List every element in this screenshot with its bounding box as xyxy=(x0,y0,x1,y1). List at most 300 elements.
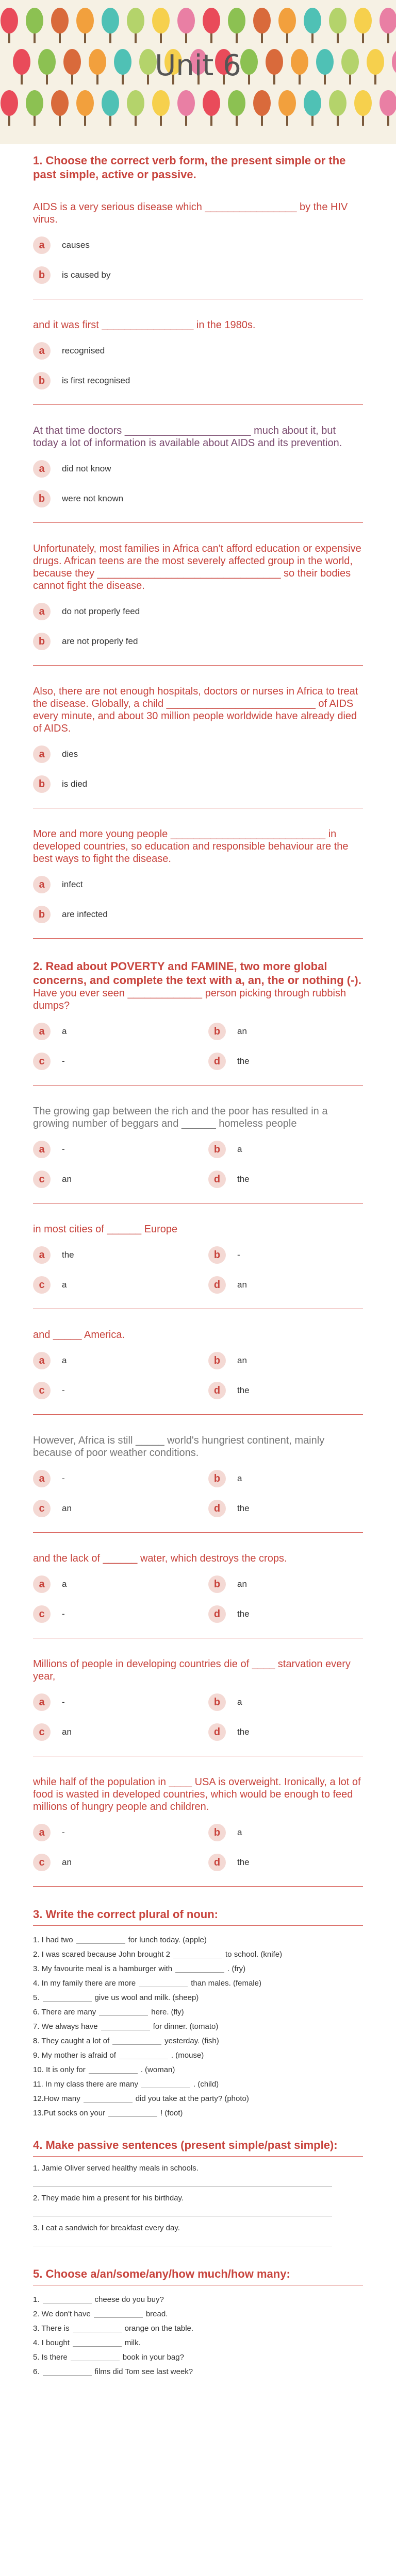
option-text: an xyxy=(62,1727,72,1737)
row-text-after: give us wool and milk. (sheep) xyxy=(94,1993,199,2002)
option-text: the xyxy=(237,1503,250,1513)
tree-crown xyxy=(127,90,144,116)
row-text-before: 4. I bought xyxy=(33,2338,70,2347)
option-letter: a xyxy=(33,1575,51,1593)
answer-blank[interactable] xyxy=(84,2095,133,2103)
row-text-before: 4. In my family there are more xyxy=(33,1979,136,1988)
question-prompt: Have you ever seen _____________ person picking through rubbish dumps? xyxy=(33,988,346,1011)
option-letter: a xyxy=(33,1246,51,1264)
option-letter: c xyxy=(33,1382,51,1399)
option-text: an xyxy=(62,1857,72,1867)
option-letter: c xyxy=(33,1500,51,1517)
question-prompt: in most cities of ______ Europe xyxy=(33,1224,178,1235)
option-letter: d xyxy=(208,1854,226,1871)
row-text-before: 3. There is xyxy=(33,2324,70,2333)
answer-blank[interactable] xyxy=(43,2296,92,2303)
option-text: infect xyxy=(62,879,83,889)
section-2-instruction: 2. Read about POVERTY and FAMINE, two more global concerns, and complete the text with a, an, the or nothing (-). xyxy=(33,960,361,987)
option-letter: a xyxy=(33,1693,51,1711)
row-text-after: here. (fly) xyxy=(151,2008,184,2016)
tree-crown xyxy=(1,8,18,33)
option-text: - xyxy=(62,1827,65,1837)
option-text: are not properly fed xyxy=(62,636,138,646)
answer-option[interactable] xyxy=(33,1349,188,1372)
row-text-before: 2. We don't have xyxy=(33,2310,91,2318)
row-text-after: films did Tom see last week? xyxy=(94,2367,193,2376)
question-block xyxy=(33,1105,363,1204)
section-5-instruction: 5. Choose a/an/some/any/how much/how many: xyxy=(33,2267,290,2280)
question-block xyxy=(33,425,363,523)
tree-crown xyxy=(102,8,119,33)
passive-list xyxy=(33,2156,363,2246)
question-prompt: while half of the population in ____ USA is overweight. Ironically, a lot of food is wasted in developed countries, which would be enough to feed millions of hungry people and children. xyxy=(33,1776,361,1812)
exercise-row xyxy=(33,2295,363,2304)
option-letter: b xyxy=(208,1470,226,1487)
option-text: the xyxy=(237,1056,250,1066)
tree-crown xyxy=(354,8,372,33)
row-text-after: for lunch today. (apple) xyxy=(128,1936,207,1944)
answer-option[interactable] xyxy=(33,773,363,795)
header-banner xyxy=(0,0,396,144)
tree-crown xyxy=(278,8,296,33)
option-letter: b xyxy=(208,1141,226,1158)
answer-blank[interactable] xyxy=(99,2008,148,2016)
row-text-before: 1. I had two xyxy=(33,1936,73,1944)
tree-crown xyxy=(354,90,372,116)
section-4-instruction: 4. Make passive sentences (present simple/past simple): xyxy=(33,2139,338,2151)
tree-crown xyxy=(76,90,94,116)
question-block xyxy=(33,1223,363,1309)
option-letter: d xyxy=(208,1276,226,1294)
section-2-questions xyxy=(33,987,363,1887)
option-text: is died xyxy=(62,779,88,789)
option-text: dies xyxy=(62,749,78,759)
answer-options xyxy=(33,743,363,795)
answer-option[interactable] xyxy=(33,600,363,623)
tree-crown xyxy=(51,90,69,116)
answer-option[interactable] xyxy=(33,743,363,766)
row-text-after: ! (foot) xyxy=(160,2109,183,2117)
question-prompt: Millions of people in developing countries die of ____ starvation every year, xyxy=(33,1658,351,1682)
row-text-after: did you take at the party? (photo) xyxy=(135,2094,249,2103)
option-letter: a xyxy=(33,1023,51,1040)
option-letter: c xyxy=(33,1053,51,1070)
answer-blank[interactable] xyxy=(94,2310,143,2318)
quantifier-list xyxy=(33,2285,363,2376)
row-text-before: 10. It is only for xyxy=(33,2065,86,2074)
answer-options xyxy=(33,1821,363,1881)
option-text: is caused by xyxy=(62,270,111,280)
exercise-row xyxy=(33,2353,363,2362)
question-block xyxy=(33,828,363,939)
question-block xyxy=(33,319,363,405)
answer-option[interactable] xyxy=(33,1274,188,1296)
option-letter: b xyxy=(208,1023,226,1040)
tree-crown xyxy=(203,8,220,33)
sentence-prompt: 2. They made him a present for his birthday. xyxy=(33,2194,184,2202)
option-text: an xyxy=(62,1174,72,1184)
answer-options xyxy=(33,1138,363,1198)
row-text-before: 12.How many xyxy=(33,2094,80,2103)
answer-options xyxy=(33,234,363,286)
option-text: a xyxy=(62,1355,67,1365)
exercise-row xyxy=(33,2094,363,2103)
option-letter: d xyxy=(208,1500,226,1517)
row-text-before: 7. We always have xyxy=(33,2022,98,2031)
option-text: did not know xyxy=(62,464,111,473)
answer-option[interactable] xyxy=(33,630,363,653)
answer-option[interactable] xyxy=(208,1274,363,1296)
question-prompt: However, Africa is still _____ world's hungriest continent, mainly because of poor weather conditions. xyxy=(33,1435,325,1459)
answer-option[interactable] xyxy=(208,1573,363,1596)
option-text: the xyxy=(237,1857,250,1867)
answer-option[interactable] xyxy=(33,1497,188,1520)
option-letter: b xyxy=(33,490,51,507)
exercise-row xyxy=(33,2310,363,2318)
tree-crown xyxy=(26,8,43,33)
answer-blank[interactable] xyxy=(141,2080,190,2088)
exercise-row xyxy=(33,1950,363,1959)
answer-option[interactable] xyxy=(208,1851,363,1874)
tree-crown xyxy=(152,90,170,116)
exercise-row xyxy=(33,2037,363,2045)
answer-option[interactable] xyxy=(208,1467,363,1490)
row-text-before: 6. xyxy=(33,2367,40,2376)
option-text: - xyxy=(237,1250,240,1260)
option-text: - xyxy=(62,1056,65,1066)
answer-options xyxy=(33,457,363,510)
question-block xyxy=(33,1552,363,1638)
worksheet-content xyxy=(0,154,396,2376)
exercise-row xyxy=(33,2065,363,2074)
answer-option[interactable] xyxy=(33,1573,188,1596)
answer-blank[interactable] xyxy=(119,2052,168,2059)
answer-option[interactable] xyxy=(208,1721,363,1743)
answer-options xyxy=(33,1573,363,1633)
answer-options xyxy=(33,600,363,653)
exercise-row xyxy=(33,2324,363,2333)
row-text-before: 13.Put socks on your xyxy=(33,2109,106,2117)
option-text: the xyxy=(237,1609,250,1619)
tree-crown xyxy=(380,90,396,116)
option-letter: b xyxy=(208,1575,226,1593)
exercise-row xyxy=(33,1936,363,1944)
exercise-row xyxy=(33,1993,363,2002)
question-prompt: AIDS is a very serious disease which ________________ by the HIV virus. xyxy=(33,201,348,225)
option-letter: c xyxy=(33,1723,51,1741)
row-text-after: cheese do you buy? xyxy=(94,2295,164,2304)
section-4 xyxy=(33,2138,363,2246)
answer-options xyxy=(33,1020,363,1080)
option-text: the xyxy=(237,1385,250,1395)
option-letter: a xyxy=(33,876,51,893)
option-text: a xyxy=(237,1144,242,1154)
answer-option[interactable] xyxy=(33,1467,188,1490)
tree-crown xyxy=(1,90,18,116)
row-text-before: 3. My favourite meal is a hamburger with xyxy=(33,1964,173,1973)
option-text: were not known xyxy=(62,494,124,503)
question-prompt: Also, there are not enough hospitals, doctors or nurses in Africa to treat the disease. Globally, a child __________________________ of AIDS every minute, and about 30 million people worldwide have already died of AIDS. xyxy=(33,686,358,734)
answer-blank[interactable] xyxy=(175,1965,224,1973)
answer-blank[interactable] xyxy=(71,2353,120,2361)
option-letter: c xyxy=(33,1854,51,1871)
row-text-after: . (mouse) xyxy=(171,2051,204,2060)
option-letter: d xyxy=(208,1053,226,1070)
option-letter: b xyxy=(33,633,51,650)
row-text-before: 1. xyxy=(33,2295,40,2304)
answer-option[interactable] xyxy=(33,873,363,896)
answer-option[interactable] xyxy=(208,1168,363,1191)
answer-option[interactable] xyxy=(208,1050,363,1073)
option-text: a xyxy=(237,1473,242,1483)
tree-crown xyxy=(203,90,220,116)
answer-option[interactable] xyxy=(33,487,363,510)
row-text-before: 5. Is there xyxy=(33,2353,68,2362)
answer-option[interactable] xyxy=(208,1821,363,1844)
option-letter: b xyxy=(33,906,51,923)
answer-blank[interactable] xyxy=(112,2037,161,2045)
answer-options xyxy=(33,1349,363,1409)
option-letter: b xyxy=(208,1693,226,1711)
question-block xyxy=(33,1658,363,1756)
answer-blank[interactable] xyxy=(73,2339,122,2347)
row-text-before: 2. I was scared because John brought 2 xyxy=(33,1950,171,1959)
option-text: an xyxy=(237,1026,247,1036)
section-1-instruction: 1. Choose the correct verb form, the present simple or the past simple, active or passive. xyxy=(33,154,346,181)
option-letter: d xyxy=(208,1723,226,1741)
tree-crown xyxy=(76,8,94,33)
question-block xyxy=(33,1434,363,1533)
answer-options xyxy=(33,873,363,926)
answer-option[interactable] xyxy=(33,1851,188,1874)
row-text-after: orange on the table. xyxy=(124,2324,194,2333)
row-text-before: 9. My mother is afraid of xyxy=(33,2051,116,2060)
answer-option[interactable] xyxy=(33,340,363,362)
option-letter: a xyxy=(33,1352,51,1369)
option-text: - xyxy=(62,1144,65,1154)
option-letter: c xyxy=(33,1171,51,1188)
tree-crown xyxy=(278,90,296,116)
answer-line[interactable] xyxy=(33,2175,332,2187)
answer-option[interactable] xyxy=(33,1821,188,1844)
option-letter: b xyxy=(33,372,51,389)
answer-option[interactable] xyxy=(208,1379,363,1402)
answer-option[interactable] xyxy=(208,1691,363,1714)
question-prompt: At that time doctors ______________________ much about it, but today a lot of information is available about AIDS and its prevention. xyxy=(33,425,342,449)
question-prompt: and _____ America. xyxy=(33,1329,125,1341)
answer-option[interactable] xyxy=(33,1379,188,1402)
section-2 xyxy=(33,959,363,1887)
exercise-row xyxy=(33,2051,363,2060)
section-3 xyxy=(33,1907,363,2117)
answer-line[interactable] xyxy=(33,2205,332,2216)
row-text-after: bread. xyxy=(145,2310,168,2318)
question-prompt: The growing gap between the rich and the poor has resulted in a growing number of beggars and ______ homeless people xyxy=(33,1106,328,1129)
answer-option[interactable] xyxy=(33,264,363,286)
option-text: the xyxy=(237,1174,250,1184)
tree-crown xyxy=(329,90,346,116)
question-block xyxy=(33,1776,363,1887)
answer-blank[interactable] xyxy=(101,2023,150,2030)
sentence-prompt: 1. Jamie Oliver served healthy meals in schools. xyxy=(33,2164,199,2173)
option-letter: c xyxy=(33,1276,51,1294)
row-text-after: . (fry) xyxy=(227,1964,246,1973)
row-text-after: . (woman) xyxy=(140,2065,175,2074)
answer-options xyxy=(33,340,363,392)
tree-crown xyxy=(51,8,69,33)
option-text: the xyxy=(62,1250,74,1260)
exercise-row xyxy=(33,2367,363,2376)
option-letter: a xyxy=(33,236,51,254)
option-text: an xyxy=(237,1579,247,1589)
exercise-row xyxy=(33,2080,363,2089)
answer-options xyxy=(33,1467,363,1527)
tree-crown xyxy=(380,8,396,33)
question-prompt: and it was first ________________ in the 1980s. xyxy=(33,319,256,331)
row-text-after: for dinner. (tomato) xyxy=(153,2022,219,2031)
option-letter: d xyxy=(208,1605,226,1623)
option-letter: a xyxy=(33,342,51,360)
tree-crown xyxy=(228,90,245,116)
option-text: a xyxy=(62,1026,67,1036)
option-text: do not properly feed xyxy=(62,606,140,616)
option-text: recognised xyxy=(62,346,105,355)
row-text-after: milk. xyxy=(124,2338,141,2347)
tree-crown xyxy=(253,90,271,116)
option-letter: d xyxy=(208,1382,226,1399)
plural-list xyxy=(33,1925,363,2117)
option-text: is first recognised xyxy=(62,376,130,385)
answer-blank[interactable] xyxy=(89,2066,138,2074)
answer-blank[interactable] xyxy=(43,2368,92,2376)
answer-option[interactable] xyxy=(208,1020,363,1043)
question-block xyxy=(33,987,363,1086)
answer-option[interactable] xyxy=(33,1721,188,1743)
page-title: Unit 6 xyxy=(155,49,241,82)
question-prompt: Unfortunately, most families in Africa can't afford education or expensive drugs. African teens are the most severely affected group in the world, because they ________________________________ so their bodies cannot fight the disease. xyxy=(33,543,361,591)
answer-option[interactable] xyxy=(33,457,363,480)
option-letter: d xyxy=(208,1171,226,1188)
option-text: an xyxy=(62,1503,72,1513)
answer-blank[interactable] xyxy=(73,2325,122,2332)
answer-blank[interactable] xyxy=(139,1979,188,1987)
section-5 xyxy=(33,2267,363,2376)
option-text: - xyxy=(62,1385,65,1395)
answer-option[interactable] xyxy=(33,1020,188,1043)
answer-option[interactable] xyxy=(33,1050,188,1073)
question-block xyxy=(33,1329,363,1415)
option-text: - xyxy=(62,1609,65,1619)
option-text: causes xyxy=(62,240,90,250)
exercise-row xyxy=(33,2109,363,2117)
answer-option[interactable] xyxy=(33,1168,188,1191)
option-text: are infected xyxy=(62,909,108,919)
question-prompt: More and more young people ___________________________ in developed countries, so education and responsible behaviour are the best ways to fight the disease. xyxy=(33,828,349,865)
question-block xyxy=(33,201,363,299)
answer-line[interactable] xyxy=(33,2234,332,2246)
exercise-row xyxy=(33,2022,363,2031)
option-letter: a xyxy=(33,603,51,620)
tree-crown xyxy=(152,8,170,33)
tree-crown xyxy=(304,90,321,116)
question-prompt: and the lack of ______ water, which destroys the crops. xyxy=(33,1553,287,1564)
option-letter: a xyxy=(33,745,51,763)
option-text: a xyxy=(237,1697,242,1707)
option-text: a xyxy=(62,1579,67,1589)
answer-option[interactable] xyxy=(33,1138,188,1161)
tree-crown xyxy=(228,8,245,33)
answer-option[interactable] xyxy=(33,1691,188,1714)
answer-option[interactable] xyxy=(33,903,363,926)
answer-option[interactable] xyxy=(208,1497,363,1520)
option-letter: a xyxy=(33,1141,51,1158)
tree-crown xyxy=(26,90,43,116)
answer-option[interactable] xyxy=(33,369,363,392)
option-letter: c xyxy=(33,1605,51,1623)
answer-blank[interactable] xyxy=(108,2109,157,2117)
answer-options xyxy=(33,1244,363,1303)
section-1-questions xyxy=(33,201,363,939)
option-text: - xyxy=(62,1697,65,1707)
option-letter: b xyxy=(33,266,51,284)
row-text-before: 11. In my class there are many xyxy=(33,2080,138,2089)
tree-crown xyxy=(329,8,346,33)
answer-blank[interactable] xyxy=(173,1951,222,1958)
row-text-before: 5. xyxy=(33,1993,40,2002)
row-text-after: than males. (female) xyxy=(191,1979,261,1988)
section-1 xyxy=(33,154,363,939)
answer-option[interactable] xyxy=(33,1244,188,1266)
exercise-row xyxy=(33,1964,363,1973)
exercise-row xyxy=(33,2008,363,2016)
option-letter: a xyxy=(33,1470,51,1487)
tree-crown xyxy=(304,8,321,33)
tree-crown xyxy=(127,8,144,33)
option-text: an xyxy=(237,1280,247,1290)
row-text-after: to school. (knife) xyxy=(225,1950,283,1959)
row-text-before: 6. There are many xyxy=(33,2008,96,2016)
answer-option[interactable] xyxy=(208,1603,363,1625)
sentence-prompt: 3. I eat a sandwich for breakfast every day. xyxy=(33,2224,180,2232)
answer-blank[interactable] xyxy=(43,1994,92,2002)
option-text: the xyxy=(237,1727,250,1737)
tree-crown xyxy=(177,8,195,33)
answer-option[interactable] xyxy=(33,234,363,257)
option-letter: b xyxy=(208,1352,226,1369)
section-3-instruction: 3. Write the correct plural of noun: xyxy=(33,1908,218,1921)
option-text: a xyxy=(237,1827,242,1837)
answer-blank[interactable] xyxy=(76,1936,125,1944)
answer-option[interactable] xyxy=(208,1349,363,1372)
option-letter: a xyxy=(33,460,51,478)
option-letter: a xyxy=(33,1824,51,1841)
option-letter: b xyxy=(208,1246,226,1264)
answer-options xyxy=(33,1691,363,1751)
option-text: an xyxy=(237,1355,247,1365)
option-letter: b xyxy=(33,775,51,793)
answer-option[interactable] xyxy=(208,1244,363,1266)
option-text: a xyxy=(62,1280,67,1290)
row-text-after: . (child) xyxy=(193,2080,219,2089)
answer-option[interactable] xyxy=(33,1603,188,1625)
option-text: - xyxy=(62,1473,65,1483)
option-letter: b xyxy=(208,1824,226,1841)
question-block xyxy=(33,543,363,666)
row-text-before: 8. They caught a lot of xyxy=(33,2037,110,2045)
question-block xyxy=(33,685,363,808)
answer-option[interactable] xyxy=(208,1138,363,1161)
tree-crown xyxy=(253,8,271,33)
